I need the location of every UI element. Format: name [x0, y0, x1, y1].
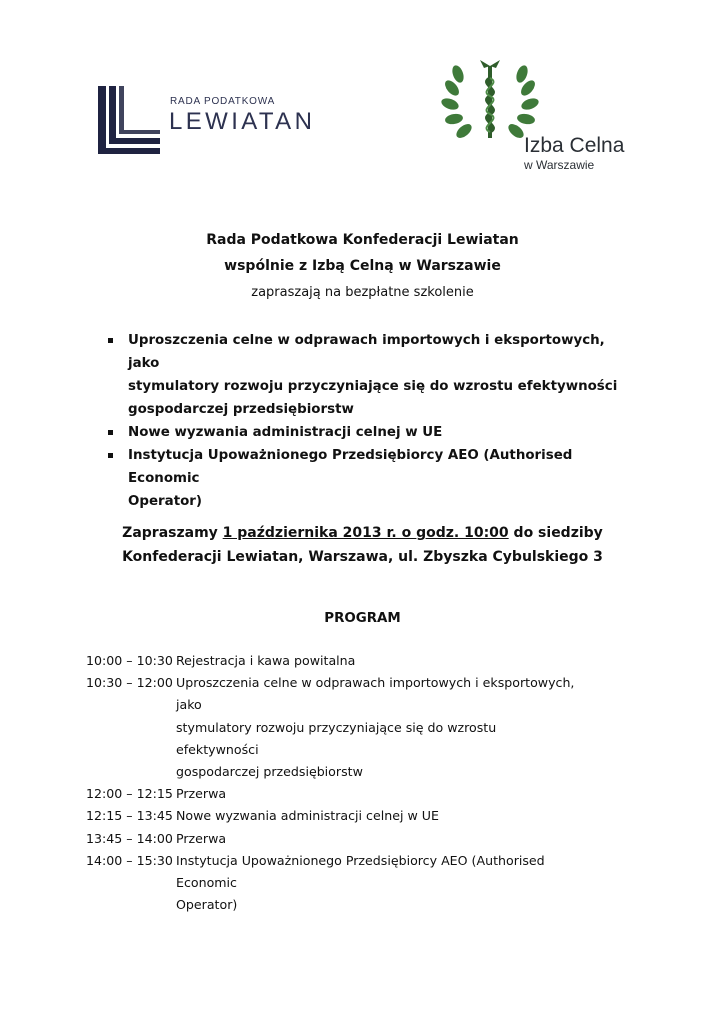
list-item: [108, 444, 628, 513]
bullet-icon: [108, 338, 113, 343]
invitation-prefix: Zapraszamy: [122, 525, 223, 541]
schedule-description: Przerwa: [176, 786, 227, 802]
bullet-icon: [108, 430, 113, 435]
invitation-line: [0, 525, 725, 541]
schedule-time: 14:00 – 15:30: [86, 852, 173, 868]
lewiatan-logo-wordmark: LEWIATAN: [169, 108, 316, 135]
topic-line: gospodarczej przedsiębiorstw: [128, 402, 354, 417]
lewiatan-logo-icon: [96, 86, 162, 156]
schedule-row: [86, 650, 606, 672]
izba-celna-logo-title: Izba Celna: [524, 134, 625, 157]
intro-heading: Rada Podatkowa Konfederacji Lewiatan: [206, 232, 519, 248]
schedule-row: [86, 805, 606, 827]
topics-list: [108, 329, 628, 513]
topic-line: Nowe wyzwania administracji celnej w UE: [128, 425, 443, 440]
bullet-icon: [108, 453, 113, 458]
schedule-row: [86, 783, 606, 805]
invitation-suffix: do siedziby: [508, 525, 603, 541]
schedule-time: 10:00 – 10:30: [86, 653, 173, 668]
schedule-description: Rejestracja i kawa powitalna: [176, 653, 356, 668]
schedule-row: [86, 672, 606, 783]
schedule-time: 12:00 – 12:15: [86, 786, 173, 802]
topic-line: Operator): [128, 494, 203, 509]
program-schedule: [86, 650, 606, 916]
schedule-time: 10:30 – 12:00: [86, 675, 173, 691]
izba-celna-logo-subtitle: w Warszawie: [524, 158, 595, 172]
schedule-description: Uproszczenia celne w odprawach importowych i eksportowych, jako stymulatory rozwoju przyczyniające się do wzrostu efektywności gospodarczej przedsiębiorstw: [176, 675, 575, 780]
schedule-row: [86, 850, 606, 917]
lewiatan-logo-caption: RADA PODATKOWA: [170, 96, 276, 107]
schedule-time: 12:15 – 13:45: [86, 808, 173, 824]
list-item: [108, 329, 628, 421]
schedule-row: [86, 828, 606, 850]
invitation-address: Konfederacji Lewiatan, Warszawa, ul. Zbyszka Cybulskiego 3: [122, 549, 603, 565]
intro-invitation: zapraszają na bezpłatne szkolenie: [251, 285, 474, 300]
schedule-description: Przerwa: [176, 830, 227, 846]
list-item: [108, 421, 628, 444]
program-heading: PROGRAM: [324, 611, 401, 626]
schedule-description: Instytucja Upoważnionego Przedsiębiorcy AEO (Authorised Economic Operator): [176, 852, 545, 913]
schedule-time: 13:45 – 14:00: [86, 830, 173, 846]
intro-subheading: wspólnie z Izbą Celną w Warszawie: [224, 258, 501, 274]
invitation-date: 1 października 2013 r. o godz. 10:00: [222, 525, 509, 541]
schedule-description: Nowe wyzwania administracji celnej w UE: [176, 808, 439, 824]
topic-line: Instytucja Upoważnionego Przedsiębiorcy AEO (Authorised Economic: [128, 448, 573, 486]
topic-line: Uproszczenia celne w odprawach importowych i eksportowych, jako: [128, 333, 605, 371]
topic-line: stymulatory rozwoju przyczyniające się do wzrostu efektywności: [128, 379, 618, 394]
